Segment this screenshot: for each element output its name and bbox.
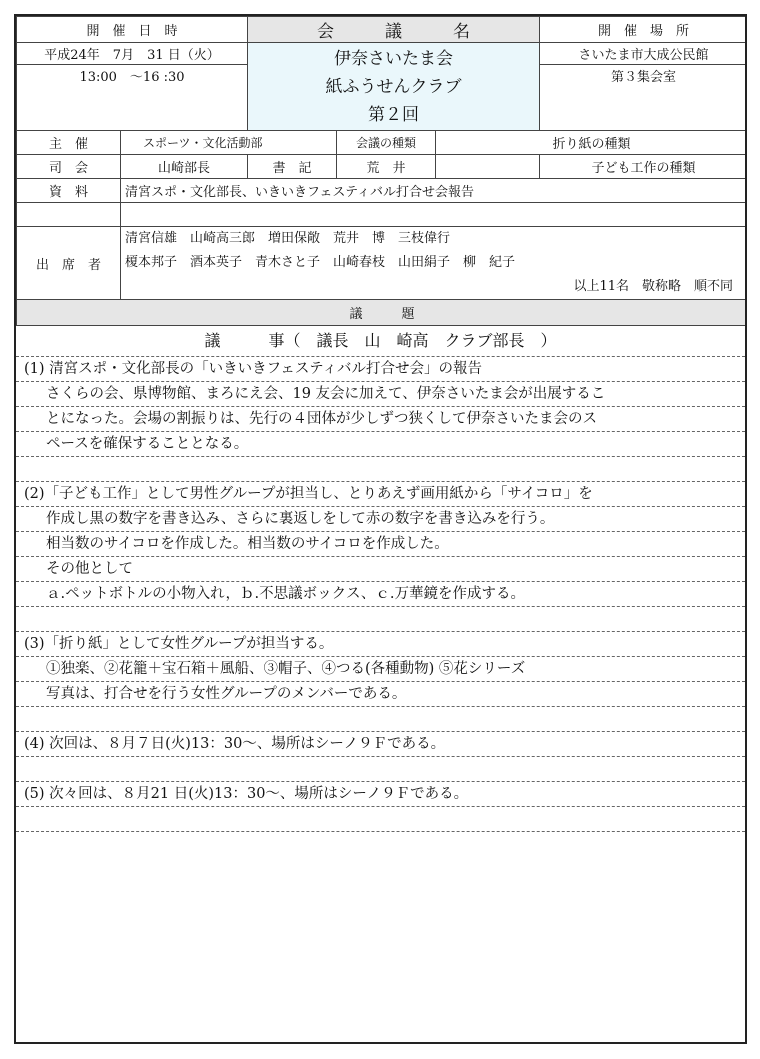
venue-label: 開 催 場 所 [540,17,747,43]
meeting-date: 平成24年 7月 31 日（火） [17,43,248,65]
host-value: スポーツ・文化活動部 [121,131,337,155]
attendees-list [121,227,748,300]
body-line: (3)「折り紙」として女性グループが担当する。 [16,632,745,657]
meeting-type-value-2: 子ども工作の種類 [540,155,747,179]
meeting-time: 13:00 ～16 :30 [17,65,248,87]
chair-label: 司 会 [17,155,121,179]
body-line: (4) 次回は、８月７日(火)13：30～、場所はシーノ９Ｆである。 [16,732,745,757]
meeting-name-line-2: 紙ふうせんクラブ [325,76,462,97]
venue-room: 第３集会室 [540,65,747,87]
attendees-label: 出 席 者 [17,227,121,300]
body-line: ａ.ペットボトルの小物入れ，ｂ.不思議ボックス、ｃ.万華鏡を作成する。 [16,582,745,607]
meeting-session: 第２回 [368,104,420,125]
meeting-type-label: 会議の種類 [337,131,436,155]
attendees-count: 以上11名 敬称略 順不同 [573,279,734,294]
body-line: 作成し黒の数字を書き込み、さらに裏返しをして赤の数字を書き込みを行う。 [16,507,745,532]
meeting-name-label: 会 議 名 [248,17,540,43]
chair-value: 山崎部長 [121,155,248,179]
meeting-type-value: 折り紙の種類 [436,131,747,155]
body-line: とになった。会場の割振りは、先行の４団体が少しずつ狭くして伊奈さいたま会のス [16,407,745,432]
body-line: (2)「子ども工作」として男性グループが担当し、とりあえず画用紙から「サイコロ」を [16,482,745,507]
proceedings-body [16,357,745,832]
body-line: 相当数のサイコロを作成した。相当数のサイコロを作成した。 [16,532,745,557]
agenda-label: 議 題 [17,300,748,326]
attendees-line-1: 清宮信雄 山崎高三郎 増田保敞 荒井 博 三枝偉行 [125,231,451,246]
body-line: (1) 清宮スポ・文化部長の「いきいきフェスティバル打合せ会」の報告 [16,357,745,382]
header-table [16,16,747,326]
meeting-name [248,43,540,131]
attendees-line-2: 榎本邦子 酒本英子 青木さと子 山崎春枝 山田絹子 柳 紀子 [125,255,516,270]
clerk-value: 荒 井 [337,155,436,179]
body-line: さくらの会、県博物館、まろにえ会、19 友会に加えて、伊奈さいたま会が出展するこ [16,382,745,407]
body-line [16,607,745,632]
body-line: ①独楽、②花籠＋宝石箱＋風船、③帽子、④つる(各種動物) ⑤花シリーズ [16,657,745,682]
clerk-label: 書 記 [248,155,337,179]
meeting-name-line-1: 伊奈さいたま会 [334,48,454,69]
venue-name: さいたま市大成公民館 [540,43,747,65]
meeting-minutes-form [14,14,747,1044]
body-line: その他として [16,557,745,582]
body-line [16,757,745,782]
body-line: 写真は、打合せを行う女性グループのメンバーである。 [16,682,745,707]
body-line: ペースを確保することとなる。 [16,432,745,457]
datetime-label: 開 催 日 時 [17,17,248,43]
body-line: (5) 次々回は、８月21 日(火)13：30～、場所はシーノ９Ｆである。 [16,782,745,807]
body-line [16,807,745,832]
host-label: 主 催 [17,131,121,155]
materials-label: 資 料 [17,179,121,203]
body-line [16,707,745,732]
materials-value: 清宮スポ・文化部長、いきいきフェスティバル打合せ会報告 [121,179,748,203]
proceedings-title: 議 事（ 議長 山 崎高 クラブ部長 ） [16,326,745,357]
body-line [16,457,745,482]
